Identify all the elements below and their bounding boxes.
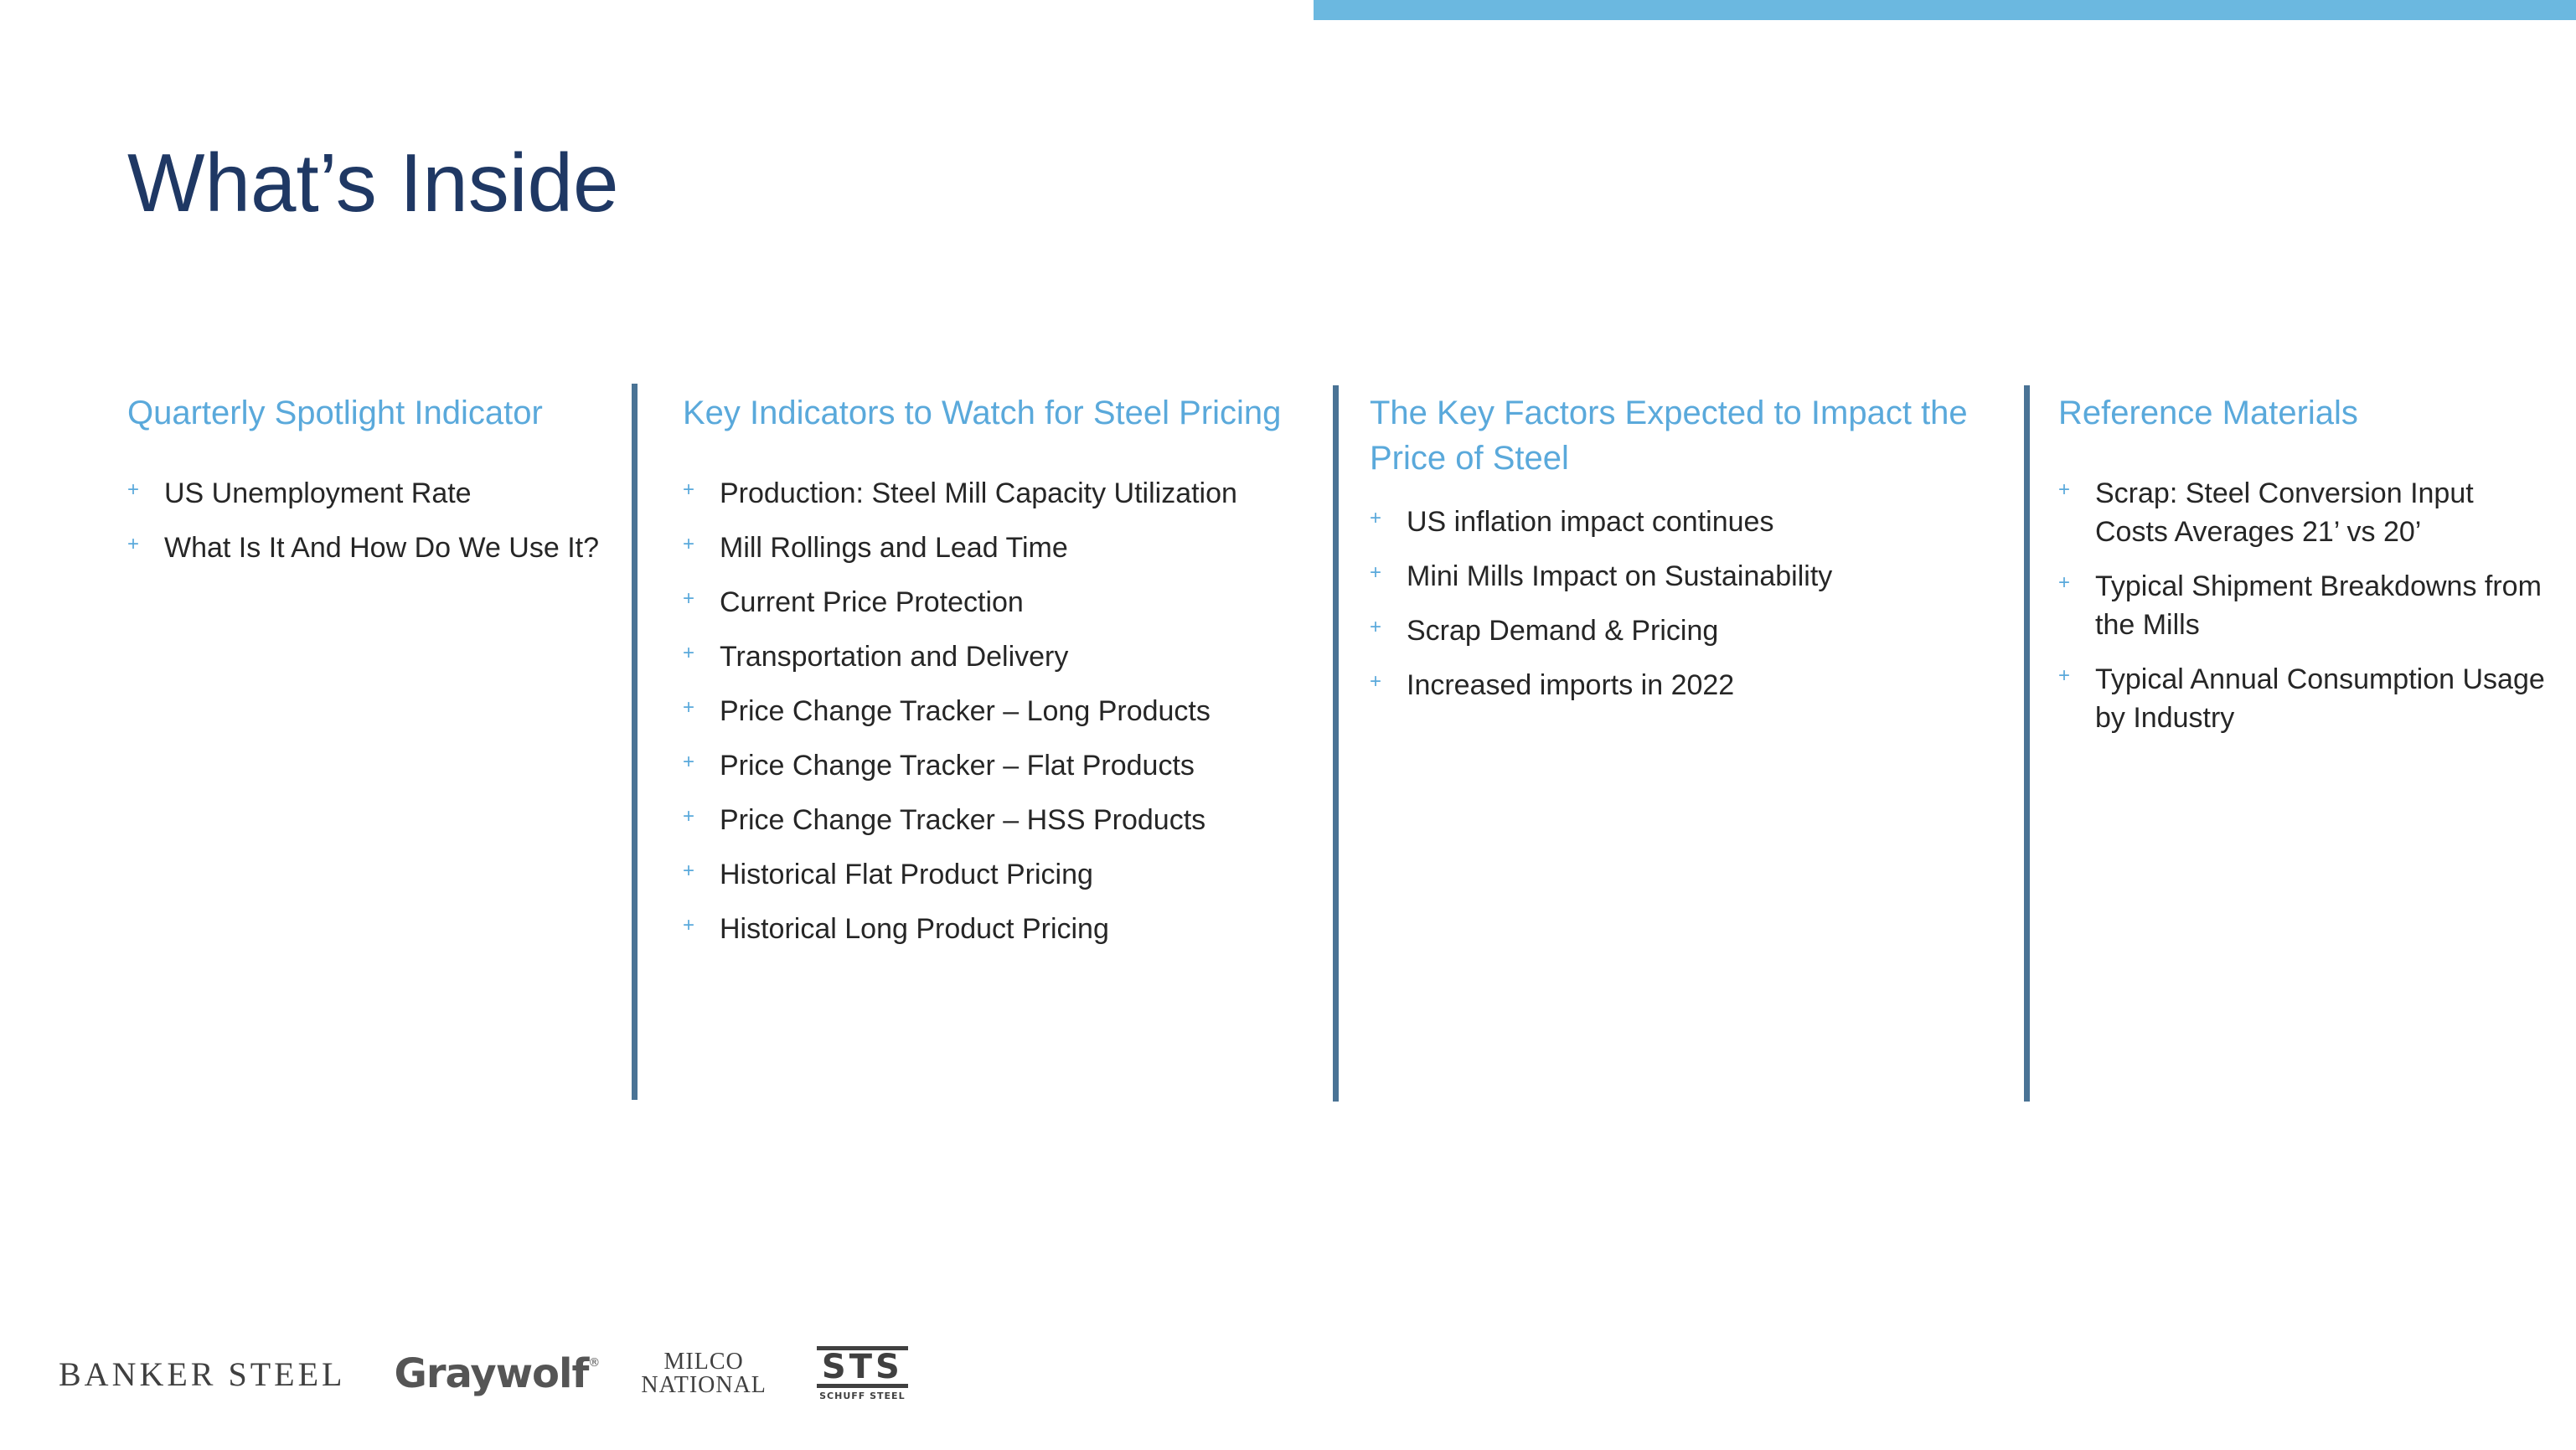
list-item-text: Historical Flat Product Pricing xyxy=(720,859,1093,890)
list-item-text: Transportation and Delivery xyxy=(720,641,1069,673)
list-item xyxy=(683,583,1319,622)
plus-bullet-icon: + xyxy=(683,696,695,719)
list-item-text: Increased imports in 2022 xyxy=(1407,669,1735,701)
plus-bullet-icon: + xyxy=(683,859,695,882)
plus-bullet-icon: + xyxy=(683,642,695,664)
column-heading: The Key Factors Expected to Impact the Price of Steel xyxy=(1370,395,1968,477)
column-key-indicators xyxy=(683,390,1319,964)
plus-bullet-icon: + xyxy=(1370,507,1382,529)
column-divider-1 xyxy=(632,384,638,1100)
plus-bullet-icon: + xyxy=(2058,571,2071,594)
list-item xyxy=(2058,567,2553,644)
footer-logos xyxy=(59,1340,908,1407)
plus-bullet-icon: + xyxy=(1370,670,1382,693)
list-item xyxy=(683,801,1319,839)
column-heading: Reference Materials xyxy=(2058,395,2358,431)
list-item xyxy=(1370,666,2006,704)
list-item-text: Mini Mills Impact on Sustainability xyxy=(1407,560,1833,592)
milco-national-logo xyxy=(641,1350,767,1397)
column-heading: Quarterly Spotlight Indicator xyxy=(127,395,543,431)
list-item xyxy=(683,746,1319,785)
plus-bullet-icon: + xyxy=(683,914,695,937)
column-reference-materials xyxy=(2058,390,2553,753)
plus-bullet-icon: + xyxy=(127,478,140,501)
list-item-text: Historical Long Product Pricing xyxy=(720,913,1109,945)
list-item-text: Mill Rollings and Lead Time xyxy=(720,532,1068,564)
list-item xyxy=(1370,611,2006,650)
page-title: What’s Inside xyxy=(127,137,619,229)
milco-logo-line2: NATIONAL xyxy=(641,1372,767,1398)
plus-bullet-icon: + xyxy=(683,587,695,610)
list-item-text: US inflation impact continues xyxy=(1407,506,1774,538)
list-item xyxy=(127,474,622,513)
plus-bullet-icon: + xyxy=(1370,561,1382,584)
list-item xyxy=(683,637,1319,676)
list-item-text: Price Change Tracker – HSS Products xyxy=(720,804,1206,836)
column-key-factors xyxy=(1370,390,2006,720)
plus-bullet-icon: + xyxy=(683,478,695,501)
schuff-steel-logo xyxy=(817,1346,908,1401)
list-item xyxy=(1370,503,2006,541)
plus-bullet-icon: + xyxy=(2058,478,2071,501)
plus-bullet-icon: + xyxy=(683,805,695,828)
list-item-text: Price Change Tracker – Flat Products xyxy=(720,750,1195,782)
graywolf-logo xyxy=(394,1350,599,1397)
list-item-text: Typical Annual Consumption Usage by Industry xyxy=(2095,663,2545,734)
plus-bullet-icon: + xyxy=(2058,664,2071,687)
sts-logo-mark: STS xyxy=(817,1346,908,1388)
list-item-text: Typical Shipment Breakdowns from the Mills xyxy=(2095,570,2542,641)
list-item-text: Production: Steel Mill Capacity Utilization xyxy=(720,477,1237,509)
milco-logo-line1: MILCO xyxy=(663,1349,744,1375)
column-spotlight xyxy=(127,390,622,583)
column-divider-3 xyxy=(2024,385,2030,1102)
list-item-text: Price Change Tracker – Long Products xyxy=(720,695,1211,727)
plus-bullet-icon: + xyxy=(1370,616,1382,638)
sts-logo-text: SCHUFF STEEL xyxy=(819,1391,906,1401)
item-list xyxy=(2058,474,2553,737)
graywolf-logo-text: Graywolf xyxy=(394,1350,589,1397)
list-item-text: Scrap: Steel Conversion Input Costs Averages 21’ vs 20’ xyxy=(2095,477,2474,548)
list-item-text: Current Price Protection xyxy=(720,586,1024,618)
banker-steel-logo: BANKER STEEL xyxy=(59,1355,346,1393)
list-item xyxy=(2058,660,2553,737)
list-item xyxy=(127,529,622,567)
registered-mark: ® xyxy=(588,1356,600,1370)
list-item-text: US Unemployment Rate xyxy=(164,477,472,509)
list-item xyxy=(2058,474,2553,551)
list-item-text: Scrap Demand & Pricing xyxy=(1407,615,1719,647)
plus-bullet-icon: + xyxy=(683,751,695,773)
plus-bullet-icon: + xyxy=(127,533,140,555)
item-list xyxy=(683,474,1319,948)
list-item xyxy=(683,855,1319,894)
list-item xyxy=(683,910,1319,948)
list-item xyxy=(683,692,1319,730)
column-divider-2 xyxy=(1333,385,1339,1102)
item-list xyxy=(1370,503,2006,704)
plus-bullet-icon: + xyxy=(683,533,695,555)
list-item xyxy=(683,474,1319,513)
list-item-text: What Is It And How Do We Use It? xyxy=(164,532,600,564)
top-accent-bar xyxy=(1314,0,2576,20)
list-item xyxy=(683,529,1319,567)
column-heading: Key Indicators to Watch for Steel Pricing xyxy=(683,395,1282,431)
item-list xyxy=(127,474,622,567)
list-item xyxy=(1370,557,2006,596)
